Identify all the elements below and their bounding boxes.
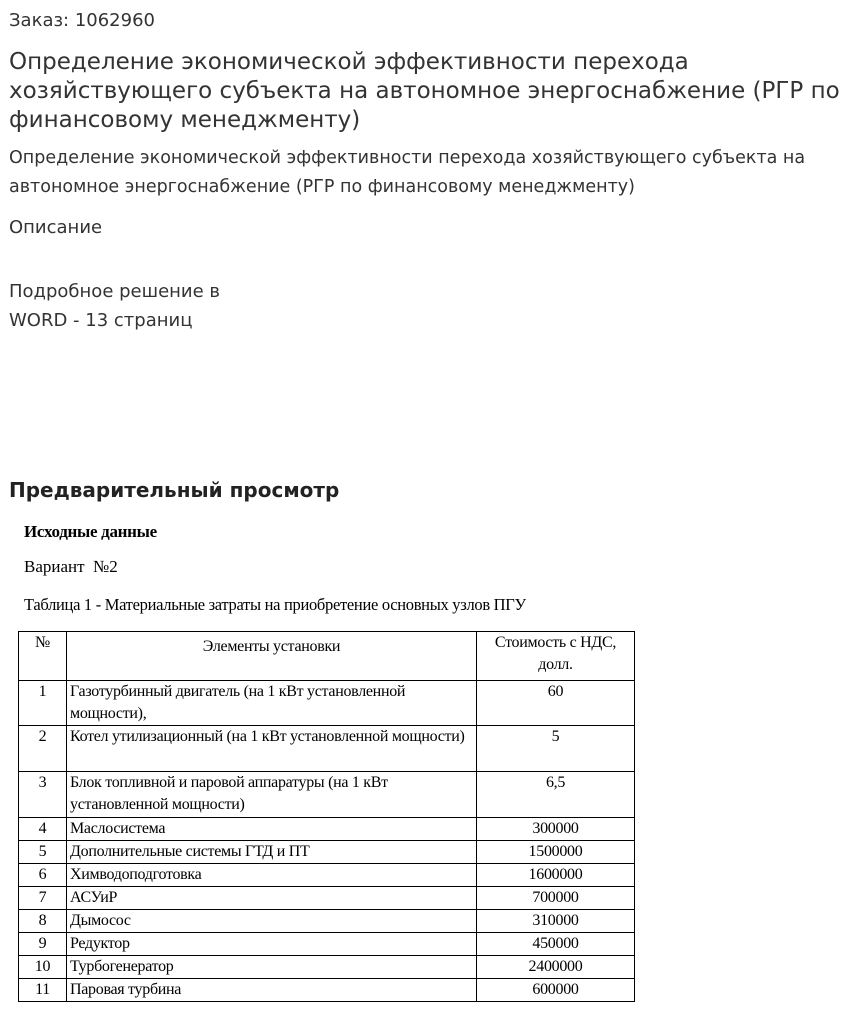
row-cost: 1500000 [477,841,635,864]
column-header-name: Элементы установки [67,632,477,681]
row-cost: 700000 [477,887,635,910]
row-num: 11 [19,979,67,1002]
row-cost: 1600000 [477,864,635,887]
row-cost: 310000 [477,910,635,933]
table-row [19,887,635,910]
row-num: 2 [19,726,67,772]
description-text: Подробное решение в WORD - 13 страниц [9,281,221,331]
row-num: 8 [19,910,67,933]
page-title: Определение экономической эффективности перехода хозяйствующего субъекта на автономное энергоснабжение (РГР по финансовому менеджменту) [9,49,840,133]
row-num: 5 [19,841,67,864]
row-num: 9 [19,933,67,956]
row-cost: 450000 [477,933,635,956]
doc-variant: Вариант №2 [24,557,118,576]
row-num: 6 [19,864,67,887]
row-cost: 600000 [477,979,635,1002]
table-row [19,772,635,818]
table-row [19,933,635,956]
row-cost: 300000 [477,818,635,841]
column-header-cost: Стоимость с НДС, долл. [477,632,635,681]
preview-heading: Предварительный просмотр [9,478,340,502]
table-row [19,956,635,979]
table-row [19,818,635,841]
table-row [19,864,635,887]
row-cost: 60 [477,681,635,726]
row-name: Редуктор [67,933,477,956]
column-header-num: № [19,632,67,681]
row-num: 3 [19,772,67,818]
table-row [19,910,635,933]
row-name: Блок топливной и паровой аппаратуры (на 1 кВт установленной мощности) [67,772,477,818]
row-name: Паровая турбина [67,979,477,1002]
row-num: 7 [19,887,67,910]
row-name: Газотурбинный двигатель (на 1 кВт установленной мощности), [67,681,477,726]
table-row [19,841,635,864]
table-row [19,979,635,1002]
row-name: Котел утилизационный (на 1 кВт установленной мощности) [67,726,477,772]
doc-heading: Исходные данные [24,522,157,541]
order-number: Заказ: 1062960 [9,10,155,31]
table-row [19,681,635,726]
row-num: 1 [19,681,67,726]
row-name: Дополнительные системы ГТД и ПТ [67,841,477,864]
cost-table [18,631,635,1002]
row-num: 10 [19,956,67,979]
row-name: Дымосос [67,910,477,933]
row-name: Химводоподготовка [67,864,477,887]
row-cost: 6,5 [477,772,635,818]
row-name: Турбогенератор [67,956,477,979]
table-header-row [19,632,635,681]
table-row [19,726,635,772]
row-name: Маслосистема [67,818,477,841]
page-subtitle: Определение экономической эффективности перехода хозяйствующего субъекта на автономное энергоснабжение (РГР по финансовому менеджменту) [9,148,806,197]
table-caption: Таблица 1 - Материальные затраты на приобретение основных узлов ПГУ [24,595,526,614]
description-heading: Описание [9,217,103,238]
row-cost: 5 [477,726,635,772]
row-name: АСУиР [67,887,477,910]
row-cost: 2400000 [477,956,635,979]
row-num: 4 [19,818,67,841]
